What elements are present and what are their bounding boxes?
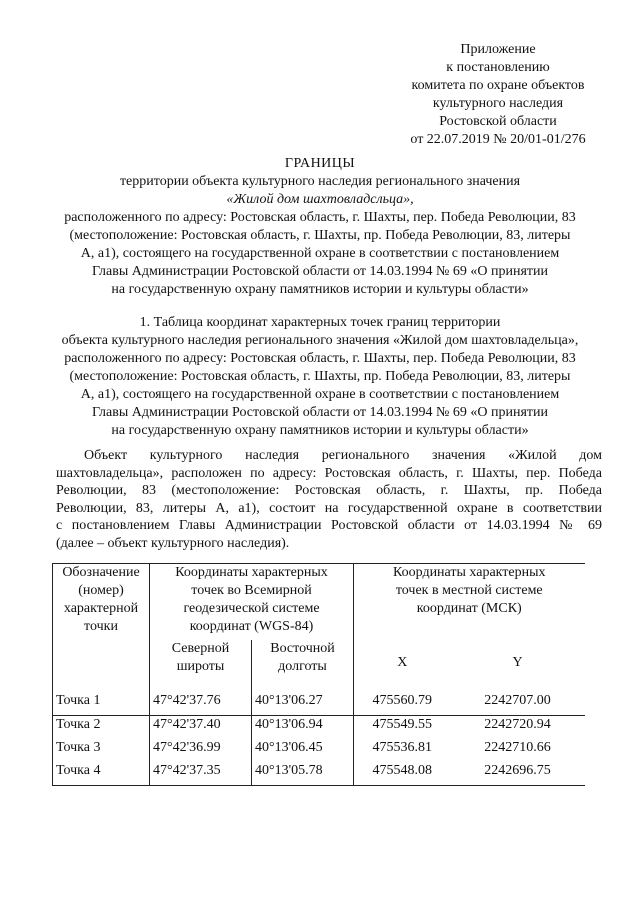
header-line: А, а1), состоящего на государственной охране в соответствии с постановлением [80, 246, 560, 261]
header-text: Координаты характерных [392, 565, 546, 580]
table-title-block [20, 314, 620, 440]
point-name: Точка 2 [53, 716, 150, 740]
header-msk [354, 564, 585, 641]
subheader-north [150, 640, 252, 692]
point-y: 2242707.00 [451, 692, 585, 716]
appendix-line: Приложение [460, 42, 536, 57]
point-longitude: 40°13'06.27 [252, 692, 354, 716]
document-title: ГРАНИЦЫ [284, 156, 356, 171]
subheader-empty [53, 640, 150, 692]
header-line: территории объекта культурного наследия регионального значения [119, 174, 521, 189]
appendix-date-line: от 22.07.2019 № 20/01-01/276 [410, 132, 586, 147]
appendix-block [378, 41, 618, 149]
subheader-x: X [397, 655, 408, 670]
paragraph-line: шахтовладельца», расположен по адресу: Ростовская область, г. Шахты, пер. Победа [56, 465, 602, 481]
paragraph-line: Революции, 83 (местоположение: Ростовская область, г. Шахты, пр. Победа [56, 483, 602, 498]
subheader-y: Y [512, 655, 523, 670]
point-name: Точка 1 [53, 692, 150, 716]
point-y: 2242696.75 [451, 762, 585, 786]
header-line: (местоположение: Ростовская область, г. Шахты, пр. Победа Революции, 83, литеры [69, 228, 571, 243]
header-text: Координаты характерных [175, 565, 328, 580]
appendix-line: культурного наследия [432, 96, 564, 111]
table-row [53, 716, 585, 740]
point-x: 475536.81 [372, 740, 432, 755]
document-header [20, 155, 620, 299]
object-name: «Жилой дом шахтовладсльца», [226, 192, 414, 207]
header-text: точки [84, 619, 118, 634]
header-text: координат (МСК) [416, 601, 522, 616]
header-line: Главы Администрации Ростовской области от 14.03.1994 № 69 «О принятии [92, 264, 548, 279]
point-y: 2242720.94 [484, 717, 551, 732]
point-x: 475560.79 [354, 692, 451, 716]
subheader-text: широты [176, 659, 225, 674]
header-point-designation [53, 564, 150, 641]
point-longitude: 40°13'06.45 [252, 739, 354, 762]
point-name: Точка 4 [53, 762, 150, 786]
header-text: (номер) [78, 583, 124, 598]
table-title-line: Главы Администрации Ростовской области от 14.03.1994 № 69 «О принятии [92, 405, 548, 420]
coordinates-table [52, 563, 585, 786]
table-row [53, 692, 585, 716]
subheader-text: Восточной [270, 641, 335, 656]
point-name: Точка 3 [53, 739, 150, 762]
header-line: расположенного по адресу: Ростовская область, г. Шахты, пер. Победа Революции, 83 [64, 210, 576, 225]
point-latitude: 47°42'37.40 [150, 716, 252, 740]
point-longitude: 40°13'06.94 [252, 716, 354, 740]
table-title-line: 1. Таблица координат характерных точек границ территории [139, 315, 501, 330]
table-title-line: на государственную охрану памятников истории и культуры области» [111, 423, 529, 438]
table-row [53, 739, 585, 762]
paragraph-line: Революции, 83, литеры А, а1), состоит на государственной охране в соответствии [56, 500, 602, 516]
point-latitude: 47°42'37.35 [150, 762, 252, 786]
header-text: геодезической системе [183, 601, 320, 616]
table-title-line: А, а1), состоящего на государственной охране в соответствии с постановлением [80, 387, 560, 402]
paragraph-line: Объект культурного наследия регионального значения «Жилой дом [84, 448, 602, 463]
table-title-line: объекта культурного наследия регионального значения «Жилой дом шахтовладельца», [61, 333, 579, 348]
object-description-paragraph [56, 447, 602, 552]
point-x: 475549.55 [372, 717, 432, 732]
point-latitude: 47°42'37.76 [150, 692, 252, 716]
point-longitude: 40°13'05.78 [252, 762, 354, 786]
header-text: характерной [63, 601, 139, 616]
table-title-line: (местоположение: Ростовская область, г. Шахты, пр. Победа Революции, 83, литеры [69, 369, 571, 384]
appendix-line: комитета по охране объектов [411, 78, 585, 93]
appendix-line: Ростовской области [439, 114, 557, 129]
paragraph-line: (далее – объект культурного наследия). [56, 535, 290, 551]
point-x: 475548.08 [354, 762, 451, 786]
table-title-line: расположенного по адресу: Ростовская область, г. Шахты, пер. Победа Революции, 83 [64, 351, 576, 366]
subheader-text: Северной [171, 641, 230, 656]
table-subheader-row [53, 640, 585, 692]
point-y: 2242710.66 [484, 740, 551, 755]
table-header-row [53, 564, 585, 641]
subheader-east [252, 640, 354, 692]
point-latitude: 47°42'36.99 [150, 739, 252, 762]
header-text: Обозначение [62, 565, 140, 580]
paragraph-line: с постановлением Главы Администрации Ростовской области от 14.03.1994 № 69 [56, 518, 602, 533]
header-text: точек во Всемирной [191, 583, 312, 598]
appendix-line: к постановлению [446, 60, 550, 75]
header-wgs84 [150, 564, 354, 641]
subheader-text: долготы [278, 659, 327, 674]
header-text: точек в местной системе [395, 583, 543, 598]
header-line: на государственную охрану памятников истории и культуры области» [111, 282, 529, 297]
header-text: координат (WGS-84) [189, 619, 314, 634]
table-row [53, 762, 585, 786]
